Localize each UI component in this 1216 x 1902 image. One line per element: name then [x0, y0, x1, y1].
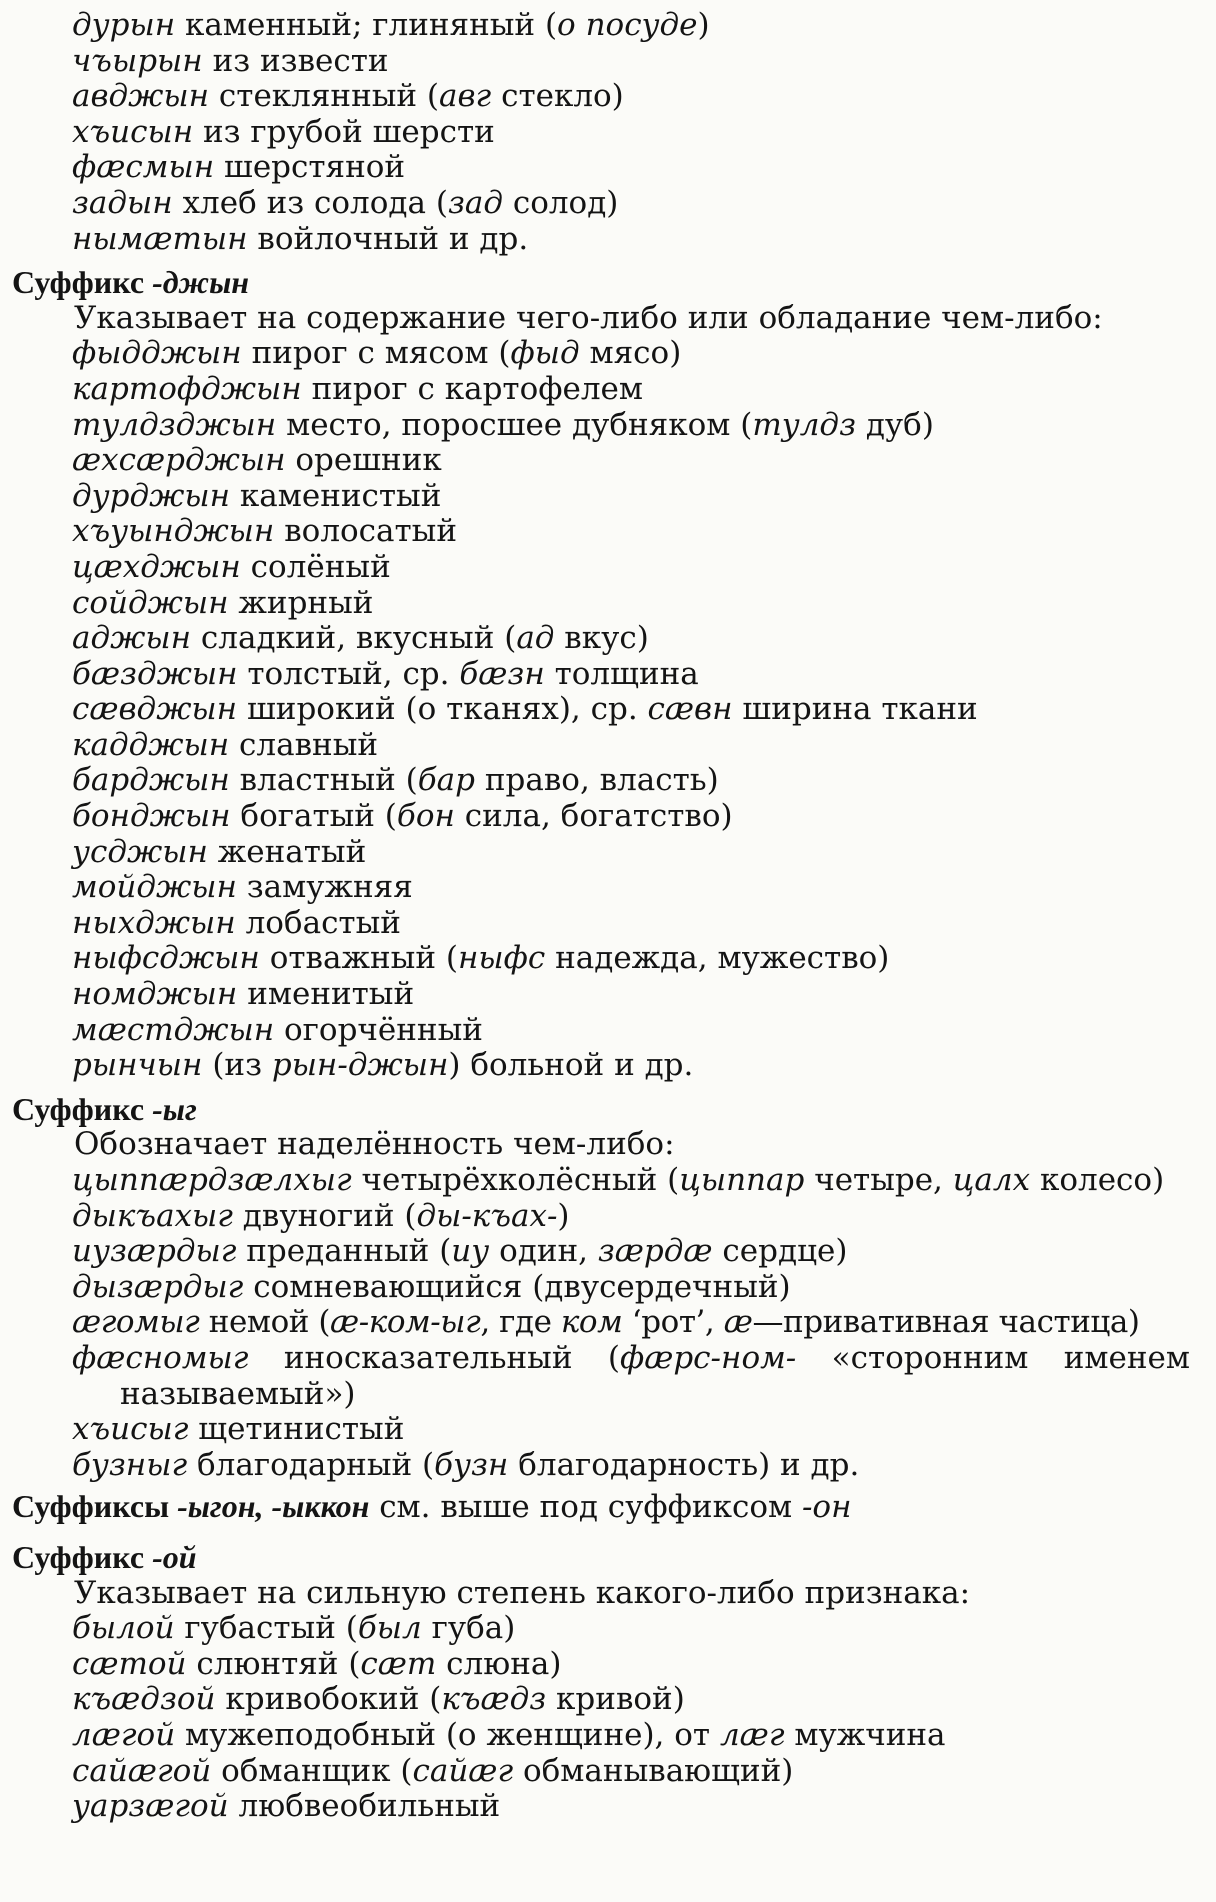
heading-label: Суффиксы	[12, 1488, 178, 1525]
gloss: отважный (	[259, 940, 458, 977]
gloss: толстый, ср.	[237, 655, 460, 692]
headword: мæстджын	[72, 1011, 275, 1048]
reference: цалх	[952, 1162, 1031, 1198]
headword: ныфсджын	[72, 940, 260, 977]
headword: хъисын	[72, 113, 194, 150]
headword: хъуынджын	[72, 513, 275, 550]
list-item	[12, 1611, 1198, 1647]
gloss-tail: надежда, мужество)	[545, 940, 890, 977]
list-item	[12, 1448, 1198, 1484]
list-item	[12, 941, 1198, 977]
gloss: из грубой шерсти	[193, 113, 495, 150]
headword: дурджын	[72, 477, 231, 514]
reference: лæг	[719, 1716, 785, 1753]
headword: æгомыг	[72, 1304, 200, 1341]
list-item	[12, 728, 1198, 764]
gloss-tail: солод)	[502, 184, 619, 221]
gloss: богатый (	[230, 798, 397, 835]
headword: усджын	[72, 833, 208, 870]
reference: æ-ком-ыг	[330, 1304, 481, 1341]
headword: фыдджын	[72, 335, 242, 372]
gloss: четыре,	[804, 1162, 953, 1198]
headword: ныхджын	[72, 904, 236, 941]
list-item	[12, 1305, 1198, 1341]
gloss-tail: ширина ткани	[732, 691, 978, 728]
reference: ком	[560, 1304, 623, 1341]
gloss: замужняя	[236, 869, 413, 906]
gloss-tail: право, власть)	[475, 762, 719, 799]
headword: дурын	[72, 7, 176, 43]
list-item	[12, 222, 1198, 258]
headword: бонджын	[72, 798, 231, 835]
list-item	[12, 1048, 1198, 1084]
gloss: кривобокий (	[215, 1681, 442, 1718]
headword: сойджын	[72, 584, 229, 621]
reference: о посуде	[557, 7, 698, 43]
gloss-tail: благодарность) и др.	[508, 1446, 860, 1483]
section-heading-oj	[12, 1540, 1198, 1576]
headword: сæвджын	[72, 691, 238, 728]
headword: уарзæгой	[72, 1788, 229, 1825]
gloss-tail: вкус)	[554, 620, 649, 657]
gloss: стеклянный (	[209, 78, 440, 115]
reference: æ	[723, 1304, 753, 1341]
gloss: орешник	[285, 442, 442, 479]
gloss: пирог с картофелем	[301, 370, 643, 407]
headword: бузныг	[72, 1446, 188, 1483]
reference: был	[357, 1610, 422, 1647]
list-item	[12, 1718, 1198, 1754]
list-item	[12, 1163, 1198, 1199]
list-item	[12, 1789, 1198, 1825]
list-item	[12, 799, 1198, 835]
gloss: пирог с мясом (	[241, 335, 511, 372]
heading-suffix: -джын	[152, 264, 250, 301]
headword: номджын	[72, 976, 238, 1013]
gloss: ‘рот’,	[622, 1304, 724, 1341]
reference: авг	[439, 78, 492, 115]
headword: æхсæрджын	[72, 442, 286, 479]
list-item	[12, 870, 1198, 906]
heading-suffix: -ыгон, -ыккон	[177, 1488, 370, 1525]
headword: цыппæрдзæлхыг	[72, 1162, 352, 1198]
gloss: войлочный и др.	[247, 220, 529, 257]
gloss: двуногий (	[232, 1197, 417, 1234]
headword: задын	[72, 184, 173, 221]
reference: рын-джын	[271, 1047, 449, 1084]
heading-suffix: -ой	[152, 1538, 197, 1575]
gloss: женатый	[207, 833, 367, 870]
heading-suffix: -ыг	[152, 1090, 197, 1127]
gloss: обманщик (	[211, 1752, 413, 1789]
reference: сæвн	[647, 691, 733, 728]
reference: бузн	[434, 1446, 509, 1483]
headword: рынчын	[72, 1047, 203, 1084]
gloss: волосатый	[274, 513, 458, 550]
headword: фæсмын	[72, 149, 215, 186]
gloss: щетинистый	[188, 1411, 405, 1448]
gloss: мужеподобный (о женщине), от	[175, 1716, 720, 1753]
headword: иузæрдыг	[72, 1233, 237, 1270]
reference: ад	[516, 620, 555, 657]
headword: чъырын	[72, 42, 203, 79]
gloss: любвеобильный	[228, 1788, 501, 1825]
heading-label: Суффикс	[12, 1090, 153, 1127]
gloss: четырёхколёсный (	[351, 1162, 680, 1198]
list-item	[12, 336, 1198, 372]
reference: бар	[417, 762, 475, 799]
gloss-tail: кривой)	[546, 1681, 685, 1718]
gloss: каменистый	[230, 477, 442, 514]
section-heading-yg	[12, 1092, 1198, 1128]
gloss: иносказательный (	[248, 1339, 620, 1376]
reference: бон	[396, 798, 455, 835]
list-item	[12, 977, 1198, 1013]
list-item	[12, 906, 1198, 942]
list-item	[12, 8, 1198, 44]
headword: барджын	[72, 762, 230, 799]
list-item	[12, 692, 1198, 728]
list-item	[12, 586, 1198, 622]
headword: фæсномыг	[72, 1339, 249, 1376]
gloss-tail: толщина	[544, 655, 699, 692]
headword: цæхджын	[72, 548, 241, 585]
list-item	[12, 1647, 1198, 1683]
gloss: сладкий, вкусный (	[191, 620, 517, 657]
section-description: Указывает на содержание чего-либо или обладание чем-либо:	[74, 299, 1103, 336]
headword: хъисыг	[72, 1411, 189, 1448]
gloss: губастый (	[174, 1610, 358, 1647]
headword: нымæтын	[72, 220, 248, 257]
gloss-tail: сила, богатство)	[454, 798, 733, 835]
gloss: солёный	[240, 548, 391, 585]
gloss: огорчённый	[274, 1011, 483, 1048]
gloss: сомневающийся (двусердечный)	[243, 1268, 791, 1305]
gloss: лобастый	[235, 904, 401, 941]
gloss: жирный	[228, 584, 374, 621]
reference: сайæг	[412, 1752, 514, 1789]
gloss-tail: )	[697, 7, 710, 43]
gloss: слюнтяй (	[186, 1645, 361, 1682]
list-item	[12, 763, 1198, 799]
gloss: немой (	[199, 1304, 331, 1341]
headword: кадджын	[72, 726, 230, 763]
gloss: из извести	[202, 42, 389, 79]
section-heading-djyn	[12, 265, 1198, 301]
headword: былой	[72, 1610, 175, 1647]
section-description: Указывает на сильную степень какого-либо признака:	[74, 1574, 971, 1611]
entry-list-top	[12, 8, 1198, 257]
reference: тулдз	[752, 406, 856, 443]
list-item	[12, 514, 1198, 550]
gloss: шерстяной	[214, 149, 406, 186]
gloss: хлеб из солода (	[172, 184, 448, 221]
gloss: славный	[229, 726, 379, 763]
reference: зæрдæ	[597, 1233, 713, 1270]
list-item	[12, 150, 1198, 186]
gloss-tail: сердце)	[712, 1233, 848, 1270]
headword: тулдзджын	[72, 406, 277, 443]
headword: лæгой	[72, 1716, 176, 1753]
gloss-tail: стекло)	[491, 78, 624, 115]
reference: ды-къах-	[416, 1197, 558, 1234]
headword: дызæрдыг	[72, 1268, 244, 1305]
gloss-tail: )	[557, 1197, 570, 1234]
list-item	[12, 1270, 1198, 1306]
gloss: властный (	[229, 762, 418, 799]
list-item	[12, 1754, 1198, 1790]
headword: дыкъахыг	[72, 1197, 233, 1234]
list-item	[12, 1341, 1198, 1377]
entry-list-yg	[12, 1163, 1198, 1483]
list-item	[12, 1682, 1198, 1718]
list-item	[12, 443, 1198, 479]
entry-list-oj	[12, 1611, 1198, 1825]
headword: сайæгой	[72, 1752, 212, 1789]
list-item	[12, 1013, 1198, 1049]
list-item	[12, 79, 1198, 115]
list-item	[12, 621, 1198, 657]
reference: цыппар	[679, 1162, 805, 1198]
cross-reference-text: см. выше под суффиксом	[369, 1489, 802, 1526]
gloss-tail: губа)	[421, 1610, 516, 1647]
list-item	[12, 44, 1198, 80]
headword: картофджын	[72, 370, 302, 407]
list-item	[12, 657, 1198, 693]
list-item	[12, 1412, 1198, 1448]
gloss: (из	[202, 1047, 272, 1084]
gloss: преданный (	[236, 1233, 452, 1270]
list-item	[12, 1234, 1198, 1270]
list-item	[12, 408, 1198, 444]
gloss-tail: слюна)	[436, 1645, 562, 1682]
reference: къæдз	[441, 1681, 547, 1718]
headword: бæзджын	[72, 655, 238, 692]
cross-reference-suffix: -он	[801, 1489, 852, 1526]
reference: бæзн	[459, 655, 545, 692]
gloss-tail: мясо)	[579, 335, 682, 372]
gloss-tail: обманывающий)	[513, 1752, 794, 1789]
headword: къæдзой	[72, 1681, 216, 1718]
list-item	[12, 186, 1198, 222]
gloss: место, поросшее дубняком (	[276, 406, 753, 443]
reference: сæт	[360, 1645, 437, 1682]
gloss-tail: дуб)	[855, 406, 934, 443]
heading-label: Суффикс	[12, 1538, 153, 1575]
reference: фыд	[510, 335, 580, 372]
reference: иу	[451, 1233, 490, 1270]
list-item	[12, 115, 1198, 151]
list-item	[12, 835, 1198, 871]
heading-label: Суффикс	[12, 264, 153, 301]
reference: фæрс-ном-	[619, 1339, 797, 1376]
list-item	[12, 479, 1198, 515]
section-heading-ygon	[12, 1489, 1198, 1526]
gloss: «сторонним именем	[796, 1339, 1190, 1376]
section-description: Обозначает наделённость чем-либо:	[74, 1126, 675, 1163]
list-item-continuation: называемый»)	[120, 1375, 356, 1412]
headword: аджын	[72, 620, 192, 657]
gloss: именитый	[237, 976, 415, 1013]
headword: мойджын	[72, 869, 237, 906]
gloss: один,	[489, 1233, 598, 1270]
reference: зад	[447, 184, 503, 221]
gloss: каменный; глиняный (	[175, 7, 558, 43]
headword: авджын	[72, 78, 210, 115]
gloss: , где	[480, 1304, 561, 1341]
gloss-tail: мужчина	[784, 1716, 946, 1753]
reference: ныфс	[457, 940, 546, 977]
gloss-tail: ) больной и др.	[448, 1047, 694, 1084]
headword: сæтой	[72, 1645, 187, 1682]
list-item	[12, 550, 1198, 586]
gloss: широкий (о тканях), ср.	[237, 691, 648, 728]
gloss-tail: —привативная частица)	[752, 1304, 1140, 1341]
entry-list-djyn	[12, 336, 1198, 1083]
list-item	[12, 372, 1198, 408]
list-item	[12, 1199, 1198, 1235]
gloss-tail: колесо)	[1030, 1162, 1165, 1198]
gloss: благодарный (	[187, 1446, 435, 1483]
